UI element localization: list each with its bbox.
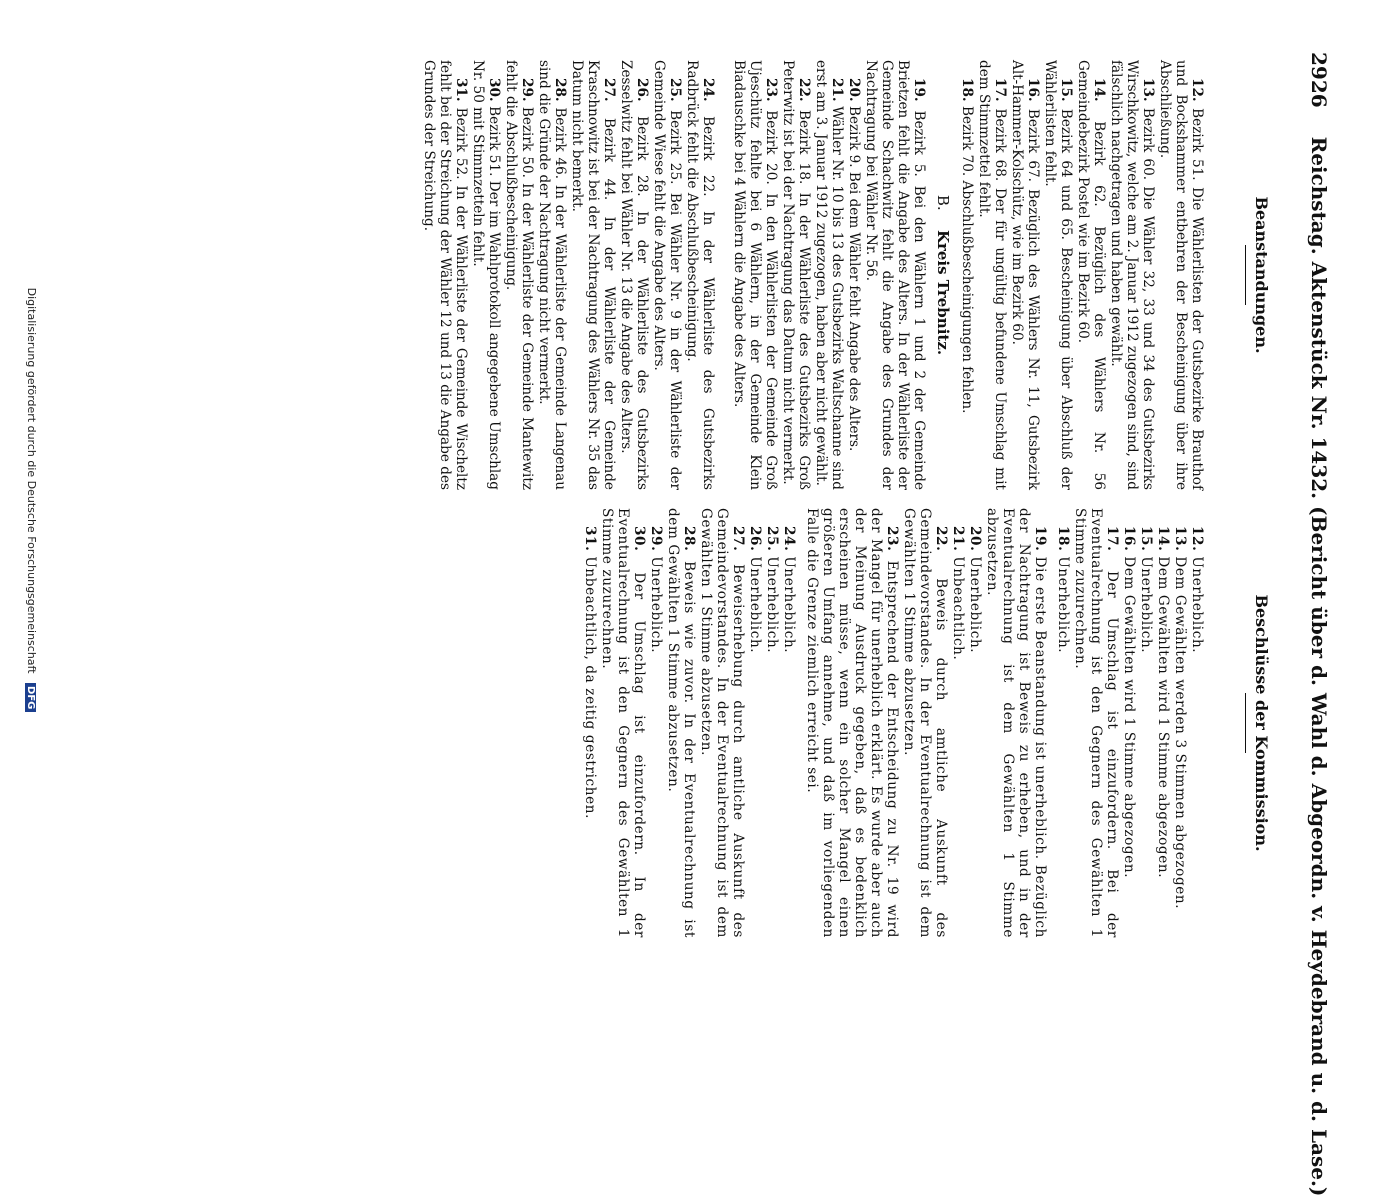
entry-number: 28. — [681, 526, 697, 552]
decisions-group-b — [804, 508, 1048, 938]
entry-text: Bezirk 52. In der Wählerliste der Gemeinde Wischeltz fehlt bei der Streichung der Wähler 12 und 13 die Angabe des Grundes der Streichung. — [421, 60, 469, 490]
entry-text: Bezirk 46. In der Wählerliste der Gemeinde Langenau sind die Gründe der Nachtragung nicht vermerkt. — [536, 60, 568, 490]
running-title: Reichstag. Aktenstück Nr. 1432. (Bericht über d. Wahl d. Abgeordn. v. Heydebrand u. d. Lase.) — [1307, 136, 1331, 1196]
complaint-entry — [421, 60, 469, 490]
entry-number: 18. — [1055, 526, 1071, 552]
entry-text: Unerheblich. — [764, 556, 780, 654]
entry-text: Bezirk 25. Bei Wähler Nr. 9 in der Wählerliste der Gemeinde Wiese fehlt die Angabe des Alters. — [651, 60, 683, 490]
entry-number: 20. — [967, 526, 983, 552]
decision-entry — [984, 508, 1048, 938]
entry-text: Bezirk 67. Bezüglich des Wählers Nr. 11, Gutsbezirk Alt-Hammer-Kolschütz, wie im Bezirk 60. — [1009, 60, 1041, 490]
entry-text: Bezirk 20. In den Wählerlisten der Gemeinde Groß Ujeschütz fehlte bei 6 Wählern, in der Gemeinde Klein Biadauschke bei 4 Wählern die Angabe des Alters. — [731, 60, 779, 490]
complaint-entry — [1108, 60, 1156, 490]
complaint-entry — [863, 60, 927, 490]
entry-text: Beweis wie zuvor. In der Eventualrechnung ist dem Gewählten 1 Stimme abzusetzen. — [665, 508, 697, 938]
entry-text: Bezirk 44. In der Wählerliste der Gemeinde Kraschnowitz ist bei der Nachtragung des Wählers Nr. 35 das Datum nicht bemerkt. — [569, 60, 617, 490]
entry-number: 26. — [747, 526, 763, 552]
entry-text: Dem Gewählten wird 1 Stimme abgezogen. — [1121, 556, 1137, 879]
complaint-entry — [651, 60, 683, 490]
entry-text: Bezirk 50. In der Wählerliste der Gemeinde Mantewitz fehlt die Abschlußbescheinigung. — [503, 60, 535, 491]
entry-number: 19. — [1032, 526, 1048, 552]
entry-text: Dem Gewählten wird 1 Stimme abgezogen. — [1155, 556, 1171, 879]
section-heading — [935, 60, 951, 490]
entry-number: 16. — [1025, 78, 1041, 102]
entry-number: 13. — [1140, 78, 1156, 102]
entry-number: 21. — [829, 78, 845, 102]
entry-text: Bezirk 64 und 65. Bescheinigung über Abschluß der Wählerlisten fehlt. — [1042, 60, 1074, 490]
entry-text: Bezirk 22. In der Wählerliste des Gutsbezirks Radbrück fehlt die Abschlußbescheinigung. — [684, 60, 716, 490]
entry-text: Bezirk 51. Die Wählerlisten der Gutsbezirke Brauthof und Bockshammer entbehren der Bescheinigung über ihre Abschließung. — [1157, 60, 1205, 490]
entry-text: Unerheblich. — [781, 556, 797, 654]
complaint-entry — [846, 60, 862, 490]
entry-text: Die erste Beanstandung ist unerheblich. Bezüglich der Nachtragung ist Beweis zu erheben, und in der Eventualrechnung ist dem Gewählten 1 Stimme abzusetzen. — [984, 508, 1048, 939]
decision-entry — [901, 508, 949, 938]
entry-text: Unbeachtlich. — [950, 556, 966, 661]
entry-number: 23. — [763, 78, 779, 102]
complaint-entry — [731, 60, 779, 490]
entry-number: 15. — [1058, 78, 1074, 102]
entry-number: 29. — [519, 78, 535, 102]
decision-entry — [1055, 508, 1071, 938]
entry-number: 31. — [582, 526, 598, 552]
entry-number: 24. — [700, 78, 716, 102]
entry-number: 30. — [486, 78, 502, 102]
dfg-logo: DFG — [25, 683, 36, 712]
entry-number: 28. — [552, 78, 568, 102]
entry-number: 13. — [1172, 526, 1188, 552]
entry-number: 17. — [1104, 526, 1120, 552]
right-column-title: Beschlüsse der Kommission. — [1245, 508, 1271, 938]
entry-number: 23. — [884, 526, 900, 552]
entry-text: Unerheblich. — [648, 556, 664, 654]
entry-number: 22. — [933, 526, 949, 552]
entry-text: Bezirk 5. Bei den Wählern 1 und 2 der Gemeinde Brietzen fehlt die Angabe des Alters. In der Wählerliste der Gemeinde Schachwitz fehlt die Angabe des Grundes der Nachtragung bei Wähler Nr. 56. — [863, 60, 927, 490]
decisions-group-a — [1055, 508, 1205, 938]
page-header — [1307, 52, 1331, 1196]
entry-text: Unerheblich. — [1189, 556, 1205, 654]
footer-text: Digitalisierung gefördert durch die Deutsche Forschungsgemeinschaft — [25, 287, 38, 674]
complaint-entry — [470, 60, 502, 490]
entry-number: 25. — [764, 526, 780, 552]
complaint-entry — [536, 60, 568, 490]
complaint-entry — [1075, 60, 1107, 490]
complaint-entry — [1042, 60, 1074, 490]
complaint-entry — [959, 60, 975, 490]
decision-entry — [1138, 508, 1154, 938]
entry-number: 30. — [631, 526, 647, 552]
entry-number: 31. — [453, 78, 469, 102]
complaint-entry — [780, 60, 812, 490]
entry-number: 12. — [1189, 78, 1205, 102]
entry-number: 21. — [950, 526, 966, 552]
entry-number: 18. — [959, 78, 975, 102]
decision-entry — [648, 508, 664, 938]
entry-number: 27. — [730, 526, 746, 552]
decision-entry — [1072, 508, 1120, 938]
entry-text: Der Umschlag ist einzufordern. In der Eventualrechnung ist den Gegnern des Gewählten 1 Stimme zuzurechnen. — [599, 508, 647, 938]
entry-text: Dem Gewählten werden 3 Stimmen abgezogen. — [1172, 556, 1188, 910]
entry-text: Bezirk 60. Die Wähler 32, 33 und 34 des Gutsbezirks Wirschkowitz, welche am 2. Januar 1912 zugezogen sind, sind fälschlich nachgetragen und haben gewählt. — [1108, 60, 1156, 490]
complaint-entry — [1009, 60, 1041, 490]
entry-number: 27. — [601, 78, 617, 102]
complaint-entry — [813, 60, 845, 490]
entry-number: 19. — [911, 78, 927, 102]
complaints-group-c — [421, 60, 716, 490]
complaints-group-b — [731, 60, 927, 490]
entry-text: Unerheblich. — [747, 556, 763, 654]
decision-entry — [599, 508, 647, 938]
entry-number: 20. — [846, 78, 862, 102]
entry-text: Beweis durch amtliche Auskunft des Gemeindevorstandes. In der Eventualrechnung ist dem Gewählten 1 Stimme abzusetzen. — [901, 508, 949, 939]
entry-text: Unerheblich. — [967, 556, 983, 654]
complaints-column — [420, 60, 1205, 490]
entry-number: 25. — [667, 78, 683, 102]
decision-entry — [967, 508, 983, 938]
entry-number: 14. — [1155, 526, 1171, 552]
decision-entry — [1172, 508, 1188, 938]
complaints-group-a — [959, 60, 1205, 490]
decision-entry — [804, 508, 900, 938]
decision-entry — [582, 508, 598, 938]
entry-text: Beweiserhebung durch amtliche Auskunft des Gemeindevorstandes. In der Eventualrechnung ist dem Gewählten 1 Stimme abzusetzen. — [698, 508, 746, 938]
entry-text: Bezirk 70. Abschlußbescheinigungen fehlen. — [959, 105, 975, 414]
entry-text: Unbeachtlich, da zeitig gestrichen. — [582, 556, 598, 820]
decisions-column — [581, 508, 1205, 938]
entry-text: Bezirk 62. Bezüglich des Wählers Nr. 56 Gemeindebezirk Postel wie im Bezirk 60. — [1075, 60, 1107, 491]
entry-number: 14. — [1091, 78, 1107, 102]
decision-entry — [1155, 508, 1171, 938]
complaint-entry — [1157, 60, 1205, 490]
decision-entry — [950, 508, 966, 938]
left-column-title: Beanstandungen. — [1245, 60, 1271, 490]
decision-entry — [747, 508, 763, 938]
entry-text: Entsprechend der Entscheidung zu Nr. 19 wird der Mangel für unerheblich erklärt. Es wurde aber auch der Meinung Ausdruck gegeben, daß es bedenklich erscheinen müsse, wenn ein solcher Mangel einen größeren Umfang annehme, und daß im vorliegenden Falle die Grenze ziemlich erreicht sei. — [804, 508, 900, 938]
footer — [25, 0, 38, 1000]
entry-text: Wähler Nr. 10 bis 13 des Gutsbezirks Waltschanne sind erst am 3. Januar 1912 zugezogen, haben aber nicht gewählt. — [813, 60, 845, 490]
entry-number: 26. — [634, 78, 650, 102]
entry-number: 15. — [1138, 526, 1154, 552]
entry-text: Unerheblich. — [1138, 556, 1154, 654]
decision-entry — [781, 508, 797, 938]
decision-entry — [1189, 508, 1205, 938]
entry-text: Unerheblich. — [1055, 556, 1071, 654]
entry-number: 17. — [992, 78, 1008, 102]
page-number: 2926 — [1307, 52, 1331, 108]
section-letter: B. — [934, 194, 952, 211]
entry-number: 22. — [796, 78, 812, 102]
complaint-entry — [503, 60, 535, 490]
entry-text: Bezirk 9. Bei dem Wähler fehlt Angabe des Alters. — [846, 105, 862, 452]
decision-entry — [764, 508, 780, 938]
complaint-entry — [976, 60, 1008, 490]
entry-number: 24. — [781, 526, 797, 552]
entry-text: Bezirk 18. In der Wählerliste des Gutsbezirks Groß Peterwitz ist bei der Nachtragung das Datum nicht vermerkt. — [780, 60, 812, 490]
decisions-group-c — [582, 508, 797, 938]
entry-number: 16. — [1121, 526, 1137, 552]
entry-text: Bezirk 51. Der im Wahlprotokoll angegebene Umschlag Nr. 50 mit Stimmzetteln fehlt. — [470, 60, 502, 490]
complaint-entry — [569, 60, 617, 490]
section-title: Kreis Trebnitz. — [934, 229, 952, 356]
entry-text: Der Umschlag ist einzufordern. Bei der Eventualrechnung ist den Gegnern des Gewählten 1 Stimme zuzurechnen. — [1072, 508, 1120, 938]
decision-entry — [1121, 508, 1137, 938]
entry-number: 12. — [1189, 526, 1205, 552]
complaint-entry — [684, 60, 716, 490]
entry-text: Bezirk 68. Der für ungültig befundene Umschlag mit dem Stimmzettel fehlt. — [976, 60, 1008, 491]
decision-entry — [698, 508, 746, 938]
entry-number: 29. — [648, 526, 664, 552]
complaint-entry — [618, 60, 650, 490]
entry-text: Bezirk 28. In der Wählerliste des Gutsbezirks Zesselwitz fehlt bei Wähler Nr. 13 die Angabe des Alters. — [618, 60, 650, 490]
decision-entry — [665, 508, 697, 938]
